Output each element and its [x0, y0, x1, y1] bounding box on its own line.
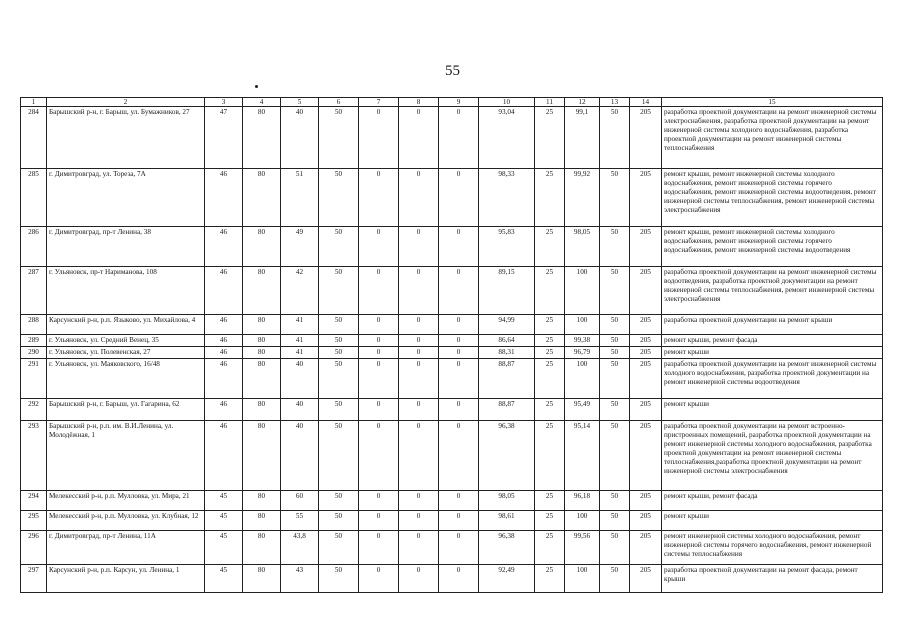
value-cell: 55 [281, 511, 319, 531]
value-cell: 0 [359, 107, 399, 169]
value-cell: 0 [439, 565, 479, 593]
row-number-cell: 297 [21, 565, 47, 593]
value-cell: 25 [535, 107, 565, 169]
value-cell: 205 [630, 491, 662, 511]
value-cell: 25 [535, 531, 565, 565]
value-cell: 205 [630, 267, 662, 315]
value-cell: 50 [319, 347, 359, 359]
value-cell: 46 [205, 169, 243, 227]
value-cell: 0 [359, 491, 399, 511]
value-cell: 80 [243, 227, 281, 267]
value-cell: 80 [243, 491, 281, 511]
value-cell: 100 [565, 511, 600, 531]
works-cell: разработка проектной документации на ремонт инженерной системы водоотведения, разработка проектной документации на ремонт инженерной системы теплоснабжения, ремонт инженерной системы электроснабжения [662, 267, 883, 315]
value-cell: 25 [535, 565, 565, 593]
value-cell: 50 [319, 491, 359, 511]
value-cell: 92,49 [479, 565, 535, 593]
stray-dot [255, 85, 258, 88]
value-cell: 80 [243, 565, 281, 593]
value-cell: 96,79 [565, 347, 600, 359]
value-cell: 95,83 [479, 227, 535, 267]
column-header: 6 [319, 98, 359, 107]
value-cell: 0 [399, 169, 439, 227]
value-cell: 50 [600, 169, 630, 227]
table-row [21, 227, 883, 267]
address-cell: Мелекесский р-н, р.п. Мулловка, ул. Мира, 21 [47, 491, 205, 511]
value-cell: 0 [399, 267, 439, 315]
value-cell: 50 [600, 511, 630, 531]
value-cell: 0 [439, 399, 479, 421]
value-cell: 50 [600, 347, 630, 359]
row-number-cell: 287 [21, 267, 47, 315]
address-cell: г. Ульяновск, ул. Полевенская, 27 [47, 347, 205, 359]
value-cell: 45 [205, 531, 243, 565]
address-cell: Барышский р-н, р.п. им. В.И.Ленина, ул. Молодёжная, 1 [47, 421, 205, 491]
row-number-cell: 284 [21, 107, 47, 169]
works-cell: ремонт крыши [662, 347, 883, 359]
value-cell: 0 [399, 347, 439, 359]
column-header: 9 [439, 98, 479, 107]
address-cell: г. Ульяновск, ул. Маяковского, 16/48 [47, 359, 205, 399]
address-cell: Карсунский р-н, р.п. Карсун, ул. Ленина, 1 [47, 565, 205, 593]
value-cell: 25 [535, 169, 565, 227]
row-number-cell: 288 [21, 315, 47, 335]
column-header: 12 [565, 98, 600, 107]
value-cell: 0 [399, 491, 439, 511]
value-cell: 50 [600, 491, 630, 511]
value-cell: 0 [399, 315, 439, 335]
address-cell: Барышский р-н, г. Барыш, ул. Гагарина, 62 [47, 399, 205, 421]
value-cell: 0 [439, 107, 479, 169]
value-cell: 50 [319, 315, 359, 335]
column-header: 7 [359, 98, 399, 107]
value-cell: 25 [535, 227, 565, 267]
value-cell: 0 [439, 421, 479, 491]
row-number-cell: 289 [21, 335, 47, 347]
table-row [21, 511, 883, 531]
value-cell: 50 [319, 107, 359, 169]
value-cell: 0 [359, 267, 399, 315]
value-cell: 0 [399, 227, 439, 267]
works-cell: разработка проектной документации на ремонт крыши [662, 315, 883, 335]
value-cell: 40 [281, 359, 319, 399]
value-cell: 0 [359, 169, 399, 227]
value-cell: 50 [600, 335, 630, 347]
value-cell: 50 [600, 359, 630, 399]
column-header: 15 [662, 98, 883, 107]
value-cell: 0 [399, 359, 439, 399]
value-cell: 0 [439, 267, 479, 315]
value-cell: 50 [319, 359, 359, 399]
table-row [21, 315, 883, 335]
works-cell: разработка проектной документации на ремонт инженерной системы электроснабжения, разработка проектной документации на ремонт инженерной системы холодного водоснабжения, разработка проектной документации на ремонт инженерной системы теплоснабжения [662, 107, 883, 169]
value-cell: 95,49 [565, 399, 600, 421]
works-cell: ремонт инженерной системы холодного водоснабжения, ремонт инженерной системы горячего водоснабжения, ремонт инженерной системы теплоснабжения [662, 531, 883, 565]
value-cell: 25 [535, 399, 565, 421]
column-header: 3 [205, 98, 243, 107]
column-header: 11 [535, 98, 565, 107]
table-row [21, 347, 883, 359]
value-cell: 0 [359, 399, 399, 421]
value-cell: 0 [439, 169, 479, 227]
value-cell: 0 [439, 227, 479, 267]
value-cell: 0 [439, 531, 479, 565]
column-header: 1 [21, 98, 47, 107]
value-cell: 50 [600, 315, 630, 335]
column-header: 13 [600, 98, 630, 107]
value-cell: 205 [630, 565, 662, 593]
value-cell: 0 [359, 335, 399, 347]
value-cell: 98,33 [479, 169, 535, 227]
value-cell: 46 [205, 347, 243, 359]
value-cell: 86,64 [479, 335, 535, 347]
table-row [21, 421, 883, 491]
column-header: 2 [47, 98, 205, 107]
value-cell: 41 [281, 347, 319, 359]
value-cell: 80 [243, 359, 281, 399]
value-cell: 205 [630, 169, 662, 227]
table-row [21, 359, 883, 399]
value-cell: 0 [439, 511, 479, 531]
value-cell: 99,56 [565, 531, 600, 565]
address-cell: г. Ульяновск, пр-т Нариманова, 108 [47, 267, 205, 315]
value-cell: 43,8 [281, 531, 319, 565]
value-cell: 46 [205, 421, 243, 491]
value-cell: 80 [243, 335, 281, 347]
value-cell: 0 [439, 347, 479, 359]
value-cell: 0 [359, 315, 399, 335]
value-cell: 80 [243, 511, 281, 531]
works-cell: ремонт крыши, ремонт фасада [662, 335, 883, 347]
value-cell: 41 [281, 335, 319, 347]
value-cell: 205 [630, 511, 662, 531]
row-number-cell: 293 [21, 421, 47, 491]
value-cell: 0 [359, 421, 399, 491]
value-cell: 98,05 [565, 227, 600, 267]
address-cell: Барышский р-н, г. Барыш, ул. Бумажников, 27 [47, 107, 205, 169]
value-cell: 50 [319, 421, 359, 491]
table-row [21, 335, 883, 347]
value-cell: 0 [359, 511, 399, 531]
value-cell: 25 [535, 491, 565, 511]
value-cell: 99,1 [565, 107, 600, 169]
value-cell: 100 [565, 267, 600, 315]
value-cell: 50 [319, 531, 359, 565]
value-cell: 0 [399, 335, 439, 347]
value-cell: 50 [600, 565, 630, 593]
value-cell: 45 [205, 491, 243, 511]
value-cell: 205 [630, 347, 662, 359]
value-cell: 51 [281, 169, 319, 227]
value-cell: 88,87 [479, 359, 535, 399]
value-cell: 46 [205, 399, 243, 421]
value-cell: 41 [281, 315, 319, 335]
table-row [21, 531, 883, 565]
column-header: 4 [243, 98, 281, 107]
value-cell: 46 [205, 335, 243, 347]
table-row [21, 267, 883, 315]
row-number-cell: 285 [21, 169, 47, 227]
value-cell: 60 [281, 491, 319, 511]
address-cell: г. Ульяновск, ул. Средний Венец, 35 [47, 335, 205, 347]
value-cell: 50 [600, 227, 630, 267]
value-cell: 93,04 [479, 107, 535, 169]
value-cell: 42 [281, 267, 319, 315]
value-cell: 25 [535, 359, 565, 399]
repair-program-table [20, 97, 883, 593]
value-cell: 80 [243, 347, 281, 359]
value-cell: 80 [243, 531, 281, 565]
value-cell: 50 [600, 399, 630, 421]
row-number-cell: 291 [21, 359, 47, 399]
value-cell: 46 [205, 315, 243, 335]
value-cell: 80 [243, 399, 281, 421]
value-cell: 100 [565, 565, 600, 593]
value-cell: 0 [399, 399, 439, 421]
value-cell: 96,38 [479, 531, 535, 565]
value-cell: 100 [565, 315, 600, 335]
column-header: 5 [281, 98, 319, 107]
table-row [21, 491, 883, 511]
value-cell: 40 [281, 107, 319, 169]
value-cell: 205 [630, 227, 662, 267]
value-cell: 96,38 [479, 421, 535, 491]
table-row [21, 169, 883, 227]
works-cell: ремонт крыши, ремонт фасада [662, 491, 883, 511]
row-number-cell: 295 [21, 511, 47, 531]
value-cell: 88,87 [479, 399, 535, 421]
value-cell: 0 [359, 227, 399, 267]
address-cell: г. Димитровград, пр-т Ленина, 38 [47, 227, 205, 267]
value-cell: 49 [281, 227, 319, 267]
value-cell: 50 [319, 169, 359, 227]
works-cell: ремонт крыши [662, 399, 883, 421]
value-cell: 0 [399, 107, 439, 169]
value-cell: 0 [399, 531, 439, 565]
value-cell: 50 [600, 531, 630, 565]
value-cell: 50 [600, 421, 630, 491]
value-cell: 40 [281, 421, 319, 491]
value-cell: 0 [439, 335, 479, 347]
value-cell: 50 [319, 511, 359, 531]
address-cell: г. Димитровград, ул. Тореза, 7А [47, 169, 205, 227]
value-cell: 205 [630, 421, 662, 491]
value-cell: 205 [630, 359, 662, 399]
value-cell: 88,31 [479, 347, 535, 359]
column-number-row [21, 98, 883, 107]
value-cell: 205 [630, 335, 662, 347]
value-cell: 99,38 [565, 335, 600, 347]
value-cell: 43 [281, 565, 319, 593]
works-cell: разработка проектной документации на ремонт фасада, ремонт крыши [662, 565, 883, 593]
row-number-cell: 286 [21, 227, 47, 267]
value-cell: 50 [319, 267, 359, 315]
value-cell: 205 [630, 399, 662, 421]
value-cell: 94,99 [479, 315, 535, 335]
value-cell: 96,18 [565, 491, 600, 511]
address-cell: г. Димитровград, пр-т Ленина, 11А [47, 531, 205, 565]
address-cell: Карсунский р-н, р.п. Языково, ул. Михайлова, 4 [47, 315, 205, 335]
address-cell: Мелекесский р-н, р.п. Мулловка, ул. Клубная, 12 [47, 511, 205, 531]
value-cell: 50 [319, 335, 359, 347]
value-cell: 25 [535, 267, 565, 315]
value-cell: 80 [243, 107, 281, 169]
works-cell: ремонт крыши [662, 511, 883, 531]
value-cell: 0 [359, 347, 399, 359]
value-cell: 0 [359, 531, 399, 565]
value-cell: 50 [319, 399, 359, 421]
value-cell: 0 [359, 565, 399, 593]
works-cell: ремонт крыши, ремонт инженерной системы холодного водоснабжения, ремонт инженерной системы горячего водоснабжения, ремонт инженерной системы водоотведения [662, 227, 883, 267]
value-cell: 80 [243, 421, 281, 491]
value-cell: 45 [205, 511, 243, 531]
value-cell: 46 [205, 359, 243, 399]
value-cell: 80 [243, 267, 281, 315]
column-header: 14 [630, 98, 662, 107]
value-cell: 0 [439, 315, 479, 335]
value-cell: 98,61 [479, 511, 535, 531]
column-header: 8 [399, 98, 439, 107]
value-cell: 47 [205, 107, 243, 169]
value-cell: 205 [630, 107, 662, 169]
value-cell: 0 [439, 491, 479, 511]
page-number: 55 [445, 63, 460, 79]
column-header: 10 [479, 98, 535, 107]
value-cell: 0 [399, 421, 439, 491]
value-cell: 0 [399, 511, 439, 531]
value-cell: 46 [205, 267, 243, 315]
value-cell: 25 [535, 347, 565, 359]
value-cell: 100 [565, 359, 600, 399]
value-cell: 0 [439, 359, 479, 399]
value-cell: 89,15 [479, 267, 535, 315]
works-cell: ремонт крыши, ремонт инженерной системы холодного водоснабжения, ремонт инженерной системы горячего водоснабжения, ремонт инженерной системы водоотведения, ремонт инженерной системы теплоснабжения, ремонт инженерной системы электроснабжения [662, 169, 883, 227]
table-row [21, 107, 883, 169]
value-cell: 205 [630, 315, 662, 335]
row-number-cell: 296 [21, 531, 47, 565]
value-cell: 25 [535, 511, 565, 531]
value-cell: 0 [359, 359, 399, 399]
value-cell: 50 [600, 267, 630, 315]
value-cell: 80 [243, 315, 281, 335]
value-cell: 205 [630, 531, 662, 565]
works-cell: разработка проектной документации на ремонт инженерной системы холодного водоснабжения, разработка проектной документации на ремонт инженерной системы водоотведения [662, 359, 883, 399]
table-row [21, 399, 883, 421]
row-number-cell: 290 [21, 347, 47, 359]
value-cell: 40 [281, 399, 319, 421]
value-cell: 25 [535, 421, 565, 491]
table-row [21, 565, 883, 593]
value-cell: 25 [535, 315, 565, 335]
value-cell: 95,14 [565, 421, 600, 491]
value-cell: 25 [535, 335, 565, 347]
value-cell: 50 [319, 565, 359, 593]
value-cell: 45 [205, 565, 243, 593]
works-cell: разработка проектной документации на ремонт встроенно-пристроенных помещений, разработка проектной документации на ремонт инженерной системы холодного водоснабжения, разработка проектной документации на ремонт инженерной системы теплоснабжения,разработка проектной документации на ремонт инженерной системы электроснабжения [662, 421, 883, 491]
value-cell: 99,92 [565, 169, 600, 227]
row-number-cell: 294 [21, 491, 47, 511]
value-cell: 50 [319, 227, 359, 267]
value-cell: 50 [600, 107, 630, 169]
value-cell: 0 [399, 565, 439, 593]
row-number-cell: 292 [21, 399, 47, 421]
value-cell: 80 [243, 169, 281, 227]
value-cell: 98,05 [479, 491, 535, 511]
value-cell: 46 [205, 227, 243, 267]
